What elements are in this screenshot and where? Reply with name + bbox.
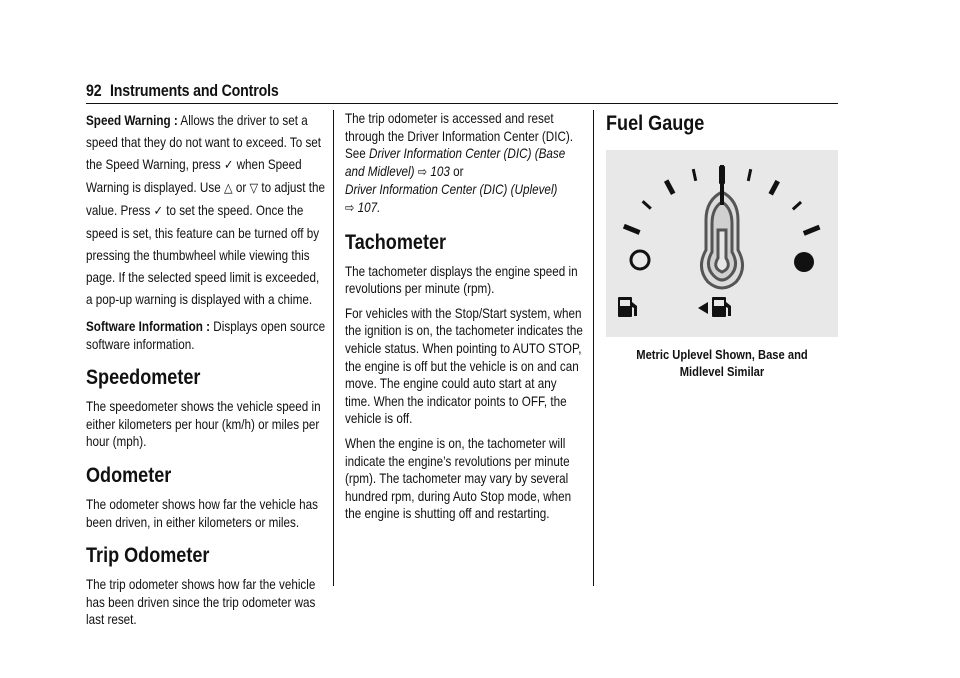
caption-text: Metric Uplevel Shown, Base and Midlevel Similar [636,347,808,379]
fuel-gauge-heading: Fuel Gauge [606,112,705,135]
tachometer-p2: For vehicles with the Stop/Start system, when the ignition is on, the tachometer indicates the vehicle status. When pointing to AUTO STOP, the engine is off but the vehicle is on and can move. The engine could auto start at any time. When the indicator points to OFF, the vehicle is off. [345,305,583,427]
column-divider [333,110,334,586]
figure-caption [606,346,838,380]
dic-uplevel-link[interactable]: Driver Information Center (DIC) (Uplevel) [345,182,558,198]
fuel-gauge-icon [606,150,838,337]
column-1 [86,110,327,636]
page-number: 92 [86,82,102,100]
software-info-label: Software Information : [86,319,211,334]
up-arrow-icon: △ [223,181,233,196]
tachometer-p1: The tachometer displays the engine speed in revolutions per minute (rpm). [345,263,578,297]
text-run: or [449,163,464,179]
text-run: to adjust the value. Press [86,180,326,218]
section-title: Instruments and Controls [110,82,279,100]
trip-reset-paragraph [345,110,583,218]
column-divider [593,110,594,586]
text-run: . [377,199,381,215]
speedometer-heading: Speedometer [86,366,201,390]
speedometer-text: The speedometer shows the vehicle speed in either kilometers per hour (km/h) or miles per hour (mph). [86,399,321,450]
page-ref-icon: ⇨ [345,200,355,216]
text-run: Displays open source software information. [86,319,326,352]
speed-warning-label: Speed Warning : [86,113,178,128]
odometer-heading: Odometer [86,463,172,487]
column-2 [345,110,583,530]
text-run: The trip odometer is accessed and reset through the Driver Information Center (DIC). See [345,111,574,162]
trip-odometer-text: The trip odometer shows how far the vehicle has been driven since the trip odometer was last reset. [86,577,316,628]
tachometer-p3: When the engine is on, the tachometer will indicate the engine’s revolutions per minute (rpm). The tachometer may vary by several hundred rpm, during Auto Stop mode, when the engine is shutting off and restarting. [345,435,572,522]
fuel-gauge-illustration [606,150,838,337]
header-rule [86,103,838,104]
page-ref-107[interactable]: 107 [357,199,378,215]
tachometer-heading: Tachometer [345,230,447,254]
software-info-paragraph [86,318,327,353]
trip-odometer-heading: Trip Odometer [86,544,210,568]
check-icon: ✓ [223,158,234,173]
text-run: Allows the driver to set a speed that they do not want to exceed. To set the Speed Warning, press [86,113,322,172]
down-arrow-icon: ▽ [249,181,259,196]
text-run: when Speed Warning is displayed. Use [86,157,302,195]
odometer-text: The odometer shows how far the vehicle has been driven, in either kilometers or miles. [86,496,318,530]
dic-base-link[interactable]: Driver Information Center (DIC) (Base and Midlevel) [345,146,566,179]
check-icon: ✓ [153,204,163,219]
page-header [86,82,279,101]
speed-warning-paragraph [86,110,327,311]
text-run: to set the speed. Once the speed is set, this feature can be turned off by pressing the thumbwheel while viewing this page. If the selected speed limit is exceeded, a pop-up warning is displayed with a chime. [86,203,320,307]
page-ref-103[interactable]: 103 [430,163,450,179]
page-ref-icon: ⇨ [417,164,428,180]
text-run: or [232,180,250,195]
